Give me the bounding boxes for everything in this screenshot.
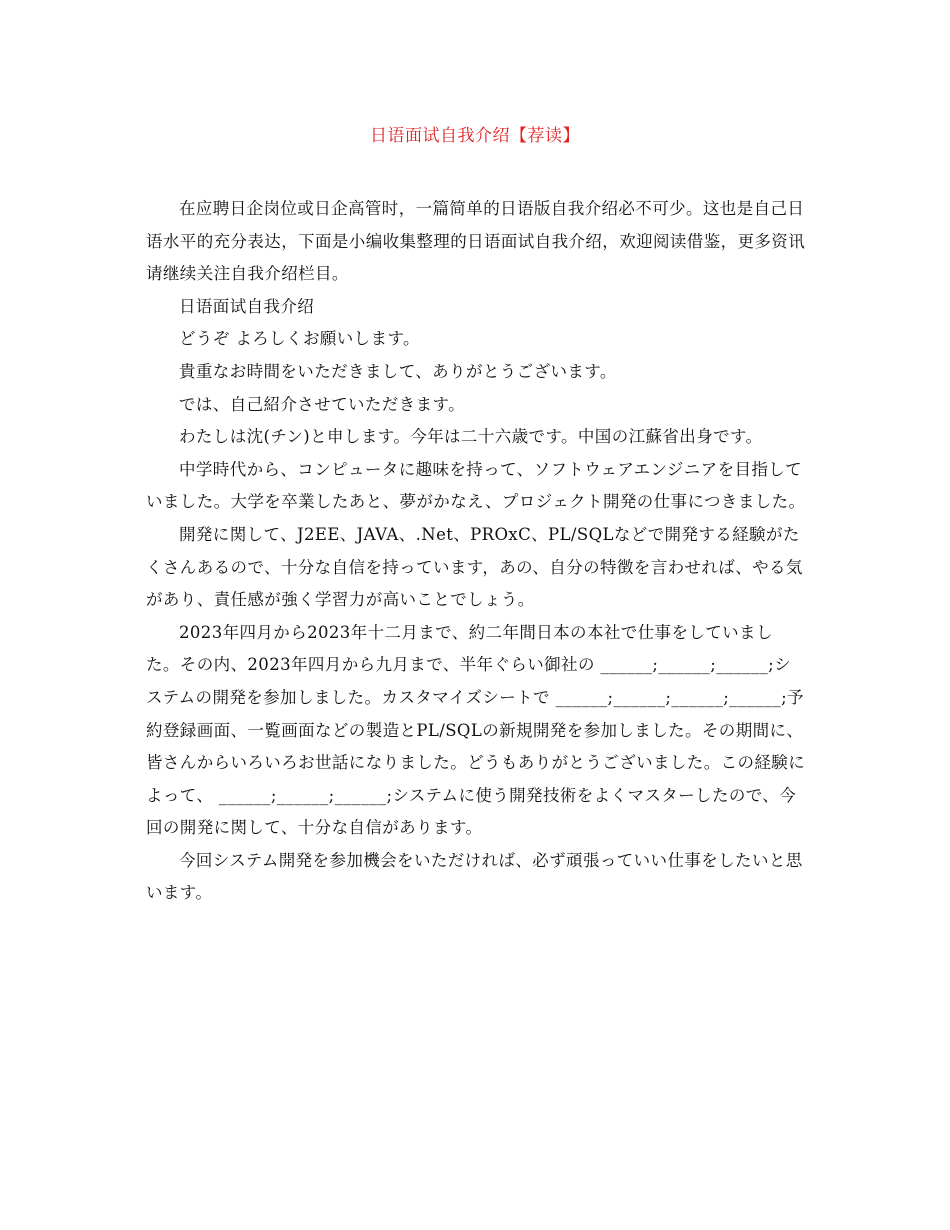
paragraph-closing: 今回システム開発を参加機会をいただければ、必ず頑張っていい仕事をしたいと思います。 [146,850,803,903]
paragraph-career-goal: 中学時代から、コンピュータに趣味を持って、ソフトウェアエンジニアを目指していました。大学を卒業したあと、夢がかなえ、プロジェクト開発の仕事につきました。 [146,459,806,512]
document-body [146,193,806,910]
paragraph-self-intro-lead: では、自己紹介させていただきます。 [179,394,465,414]
paragraph-experience: 2023年四月から2023年十二月まで、約二年間日本の本社で仕事をしていました。その内、2023年四月から九月まで、半年ぐらい御社の ______;______;______;システムの開発を参加しました。カスタマイズシートで ______;______;______;______;予約登録画面、一覧画面などの製造とPL/SQLの新規開発を参加しました。その期間に、皆さんからいろいろお世話になりました。どうもありがとうございました。この経験によって、 ______;______;______;システムに使う開発技術をよくマスターしたので、今回の開発に関して、十分な自信があります。 [146,622,806,838]
document-title: 日语面试自我介绍【荐读】 [370,126,580,146]
paragraph-greeting: どうぞ よろしくお願いします。 [179,329,420,349]
paragraph-skills: 開発に関して、J2EE、JAVA、.Net、PROxC、PL/SQLなどで開発する経験がたくさんあるので、十分な自信を持っています，あの、自分の特徴を言わせれば、やる気があり、責任感が強く学習力が高いことでしょう。 [146,524,803,610]
paragraph-name-age: わたしは沈(チン)と申します。今年は二十六歳です。中国の江蘇省出身です。 [179,427,763,447]
paragraph-intro: 在应聘日企岗位或日企高管时，一篇简单的日语版自我介绍必不可少。这也是自己日语水平的充分表达，下面是小编收集整理的日语面试自我介绍，欢迎阅读借鉴，更多资讯请继续关注自我介绍栏目。 [146,199,806,284]
paragraph-thanks: 貴重なお時間をいただきまして、ありがとうございます。 [179,361,617,381]
paragraph-heading: 日语面试自我介绍 [179,296,315,316]
